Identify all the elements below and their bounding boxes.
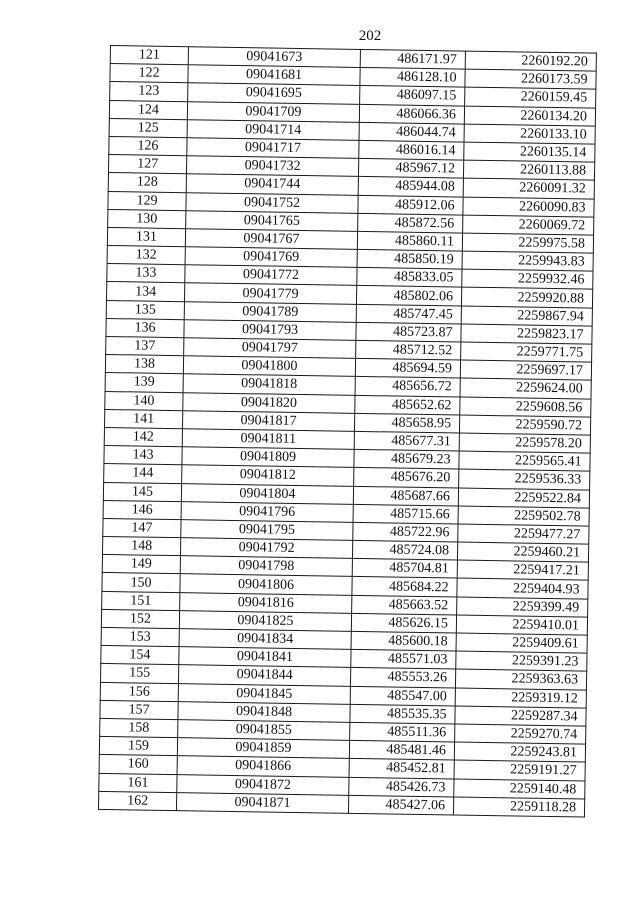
row-number-cell: 155 bbox=[100, 664, 178, 683]
y-coordinate-cell: 2260134.20 bbox=[464, 106, 595, 126]
coordinates-table-container bbox=[98, 45, 597, 817]
y-coordinate-cell: 2259477.27 bbox=[458, 524, 589, 544]
row-number-cell: 148 bbox=[102, 537, 180, 556]
x-coordinate-cell: 485687.66 bbox=[353, 486, 458, 506]
x-coordinate-cell: 485679.23 bbox=[354, 450, 459, 470]
point-code-cell: 09041789 bbox=[184, 301, 356, 322]
point-code-cell: 09041866 bbox=[177, 756, 349, 777]
x-coordinate-cell: 485676.20 bbox=[354, 468, 459, 488]
page-number: 202 bbox=[358, 28, 382, 44]
row-number-cell: 146 bbox=[103, 500, 181, 519]
y-coordinate-cell: 2259932.46 bbox=[462, 269, 593, 289]
row-number-cell: 123 bbox=[110, 82, 188, 101]
point-code-cell: 09041709 bbox=[187, 101, 359, 122]
coordinates-table bbox=[98, 45, 597, 817]
x-coordinate-cell: 485452.81 bbox=[349, 759, 454, 779]
y-coordinate-cell: 2259270.74 bbox=[455, 724, 586, 744]
row-number-cell: 124 bbox=[109, 100, 187, 119]
x-coordinate-cell: 485747.45 bbox=[356, 304, 461, 324]
x-coordinate-cell: 486128.10 bbox=[360, 68, 465, 88]
point-code-cell: 09041871 bbox=[176, 792, 348, 813]
row-number-cell: 160 bbox=[99, 755, 177, 774]
row-number-cell: 136 bbox=[106, 318, 184, 337]
row-number-cell: 137 bbox=[106, 336, 184, 355]
y-coordinate-cell: 2259502.78 bbox=[458, 506, 589, 526]
y-coordinate-cell: 2260192.20 bbox=[465, 51, 596, 71]
row-number-cell: 134 bbox=[106, 282, 184, 301]
point-code-cell: 09041816 bbox=[180, 592, 352, 613]
x-coordinate-cell: 486097.15 bbox=[360, 86, 465, 106]
point-code-cell: 09041820 bbox=[183, 392, 355, 413]
row-number-cell: 150 bbox=[102, 573, 180, 592]
y-coordinate-cell: 2259771.75 bbox=[461, 342, 592, 362]
row-number-cell: 125 bbox=[109, 118, 187, 137]
y-coordinate-cell: 2259867.94 bbox=[461, 306, 592, 326]
x-coordinate-cell: 485481.46 bbox=[349, 740, 454, 760]
point-code-cell: 09041798 bbox=[180, 556, 352, 577]
row-number-cell: 154 bbox=[101, 646, 179, 665]
row-number-cell: 161 bbox=[99, 773, 177, 792]
y-coordinate-cell: 2259140.48 bbox=[454, 778, 585, 798]
row-number-cell: 121 bbox=[110, 46, 188, 65]
y-coordinate-cell: 2259287.34 bbox=[455, 706, 586, 726]
row-number-cell: 153 bbox=[101, 627, 179, 646]
point-code-cell: 09041673 bbox=[188, 47, 360, 68]
row-number-cell: 133 bbox=[107, 264, 185, 283]
point-code-cell: 09041809 bbox=[182, 447, 354, 468]
y-coordinate-cell: 2259409.61 bbox=[456, 633, 587, 653]
x-coordinate-cell: 486066.36 bbox=[359, 104, 464, 124]
x-coordinate-cell: 486016.14 bbox=[359, 140, 464, 160]
x-coordinate-cell: 485427.06 bbox=[348, 795, 453, 815]
x-coordinate-cell: 485571.03 bbox=[351, 650, 456, 670]
y-coordinate-cell: 2259920.88 bbox=[461, 287, 592, 307]
point-code-cell: 09041845 bbox=[178, 683, 350, 704]
point-code-cell: 09041681 bbox=[188, 65, 360, 86]
point-code-cell: 09041714 bbox=[187, 119, 359, 140]
y-coordinate-cell: 2259391.23 bbox=[456, 651, 587, 671]
point-code-cell: 09041834 bbox=[179, 629, 351, 650]
point-code-cell: 09041848 bbox=[178, 701, 350, 722]
x-coordinate-cell: 485944.08 bbox=[358, 177, 463, 197]
row-number-cell: 156 bbox=[100, 682, 178, 701]
x-coordinate-cell: 485722.96 bbox=[353, 522, 458, 542]
y-coordinate-cell: 2259191.27 bbox=[454, 760, 585, 780]
row-number-cell: 129 bbox=[108, 191, 186, 210]
y-coordinate-cell: 2259608.56 bbox=[460, 397, 591, 417]
y-coordinate-cell: 2259697.17 bbox=[460, 360, 591, 380]
y-coordinate-cell: 2259363.63 bbox=[455, 669, 586, 689]
x-coordinate-cell: 485553.26 bbox=[350, 668, 455, 688]
x-coordinate-cell: 485860.11 bbox=[357, 231, 462, 251]
point-code-cell: 09041855 bbox=[178, 720, 350, 741]
row-number-cell: 151 bbox=[102, 591, 180, 610]
point-code-cell: 09041732 bbox=[186, 156, 358, 177]
x-coordinate-cell: 485715.66 bbox=[353, 504, 458, 524]
y-coordinate-cell: 2259118.28 bbox=[453, 797, 584, 817]
point-code-cell: 09041859 bbox=[177, 738, 349, 759]
point-code-cell: 09041841 bbox=[179, 647, 351, 668]
row-number-cell: 141 bbox=[104, 409, 182, 428]
point-code-cell: 09041744 bbox=[186, 174, 358, 195]
row-number-cell: 131 bbox=[107, 227, 185, 246]
row-number-cell: 135 bbox=[106, 300, 184, 319]
row-number-cell: 140 bbox=[105, 391, 183, 410]
y-coordinate-cell: 2259522.84 bbox=[458, 488, 589, 508]
x-coordinate-cell: 485511.36 bbox=[350, 722, 455, 742]
row-number-cell: 162 bbox=[98, 791, 176, 810]
y-coordinate-cell: 2259460.21 bbox=[457, 542, 588, 562]
row-number-cell: 159 bbox=[99, 737, 177, 756]
x-coordinate-cell: 485724.08 bbox=[352, 540, 457, 560]
point-code-cell: 09041767 bbox=[185, 229, 357, 250]
x-coordinate-cell: 485684.22 bbox=[352, 577, 457, 597]
x-coordinate-cell: 485426.73 bbox=[349, 777, 454, 797]
point-code-cell: 09041797 bbox=[184, 338, 356, 359]
y-coordinate-cell: 2260113.88 bbox=[463, 160, 594, 180]
x-coordinate-cell: 485723.87 bbox=[356, 322, 461, 342]
row-number-cell: 157 bbox=[100, 700, 178, 719]
y-coordinate-cell: 2259943.83 bbox=[462, 251, 593, 271]
y-coordinate-cell: 2259536.33 bbox=[459, 469, 590, 489]
x-coordinate-cell: 485652.62 bbox=[355, 395, 460, 415]
y-coordinate-cell: 2259565.41 bbox=[459, 451, 590, 471]
x-coordinate-cell: 485677.31 bbox=[354, 431, 459, 451]
point-code-cell: 09041779 bbox=[184, 283, 356, 304]
y-coordinate-cell: 2259624.00 bbox=[460, 378, 591, 398]
x-coordinate-cell: 485802.06 bbox=[356, 286, 461, 306]
y-coordinate-cell: 2259243.81 bbox=[454, 742, 585, 762]
row-number-cell: 147 bbox=[103, 518, 181, 537]
row-number-cell: 130 bbox=[108, 209, 186, 228]
point-code-cell: 09041765 bbox=[186, 210, 358, 231]
x-coordinate-cell: 485600.18 bbox=[351, 631, 456, 651]
x-coordinate-cell: 485912.06 bbox=[358, 195, 463, 215]
y-coordinate-cell: 2260159.45 bbox=[465, 87, 596, 107]
point-code-cell: 09041795 bbox=[181, 520, 353, 541]
point-code-cell: 09041717 bbox=[187, 138, 359, 159]
y-coordinate-cell: 2259578.20 bbox=[459, 433, 590, 453]
x-coordinate-cell: 485833.05 bbox=[357, 268, 462, 288]
row-number-cell: 139 bbox=[105, 373, 183, 392]
row-number-cell: 152 bbox=[101, 609, 179, 628]
x-coordinate-cell: 485535.35 bbox=[350, 704, 455, 724]
row-number-cell: 127 bbox=[108, 155, 186, 174]
point-code-cell: 09041792 bbox=[180, 538, 352, 559]
y-coordinate-cell: 2259417.21 bbox=[457, 560, 588, 580]
x-coordinate-cell: 485626.15 bbox=[351, 613, 456, 633]
point-code-cell: 09041752 bbox=[186, 192, 358, 213]
point-code-cell: 09041811 bbox=[182, 429, 354, 450]
y-coordinate-cell: 2260135.14 bbox=[464, 142, 595, 162]
x-coordinate-cell: 485967.12 bbox=[358, 159, 463, 179]
y-coordinate-cell: 2259410.01 bbox=[456, 615, 587, 635]
point-code-cell: 09041817 bbox=[182, 410, 354, 431]
x-coordinate-cell: 485658.95 bbox=[354, 413, 459, 433]
x-coordinate-cell: 485694.59 bbox=[355, 359, 460, 379]
y-coordinate-cell: 2260091.32 bbox=[463, 178, 594, 198]
y-coordinate-cell: 2259590.72 bbox=[459, 415, 590, 435]
point-code-cell: 09041812 bbox=[182, 465, 354, 486]
row-number-cell: 126 bbox=[109, 136, 187, 155]
point-code-cell: 09041769 bbox=[185, 247, 357, 268]
point-code-cell: 09041844 bbox=[178, 665, 350, 686]
x-coordinate-cell: 485656.72 bbox=[355, 377, 460, 397]
y-coordinate-cell: 2259975.58 bbox=[462, 233, 593, 253]
y-coordinate-cell: 2259319.12 bbox=[455, 688, 586, 708]
x-coordinate-cell: 485712.52 bbox=[356, 340, 461, 360]
point-code-cell: 09041818 bbox=[183, 374, 355, 395]
y-coordinate-cell: 2260069.72 bbox=[463, 215, 594, 235]
x-coordinate-cell: 485663.52 bbox=[352, 595, 457, 615]
y-coordinate-cell: 2260133.10 bbox=[464, 124, 595, 144]
point-code-cell: 09041796 bbox=[181, 501, 353, 522]
x-coordinate-cell: 485547.00 bbox=[350, 686, 455, 706]
row-number-cell: 122 bbox=[110, 64, 188, 83]
row-number-cell: 143 bbox=[104, 446, 182, 465]
point-code-cell: 09041800 bbox=[183, 356, 355, 377]
x-coordinate-cell: 486044.74 bbox=[359, 122, 464, 142]
point-code-cell: 09041772 bbox=[185, 265, 357, 286]
row-number-cell: 158 bbox=[100, 718, 178, 737]
point-code-cell: 09041872 bbox=[177, 774, 349, 795]
x-coordinate-cell: 485872.56 bbox=[358, 213, 463, 233]
x-coordinate-cell: 485704.81 bbox=[352, 559, 457, 579]
row-number-cell: 138 bbox=[105, 355, 183, 374]
y-coordinate-cell: 2259399.49 bbox=[457, 597, 588, 617]
row-number-cell: 142 bbox=[104, 427, 182, 446]
y-coordinate-cell: 2260090.83 bbox=[463, 197, 594, 217]
point-code-cell: 09041804 bbox=[181, 483, 353, 504]
y-coordinate-cell: 2259823.17 bbox=[461, 324, 592, 344]
table-body bbox=[98, 46, 596, 817]
point-code-cell: 09041793 bbox=[184, 320, 356, 341]
y-coordinate-cell: 2259404.93 bbox=[457, 578, 588, 598]
point-code-cell: 09041825 bbox=[179, 610, 351, 631]
row-number-cell: 145 bbox=[103, 482, 181, 501]
row-number-cell: 149 bbox=[102, 555, 180, 574]
row-number-cell: 144 bbox=[104, 464, 182, 483]
row-number-cell: 132 bbox=[107, 246, 185, 265]
row-number-cell: 128 bbox=[108, 173, 186, 192]
point-code-cell: 09041695 bbox=[188, 83, 360, 104]
point-code-cell: 09041806 bbox=[180, 574, 352, 595]
x-coordinate-cell: 486171.97 bbox=[360, 49, 465, 69]
y-coordinate-cell: 2260173.59 bbox=[465, 69, 596, 89]
x-coordinate-cell: 485850.19 bbox=[357, 249, 462, 269]
